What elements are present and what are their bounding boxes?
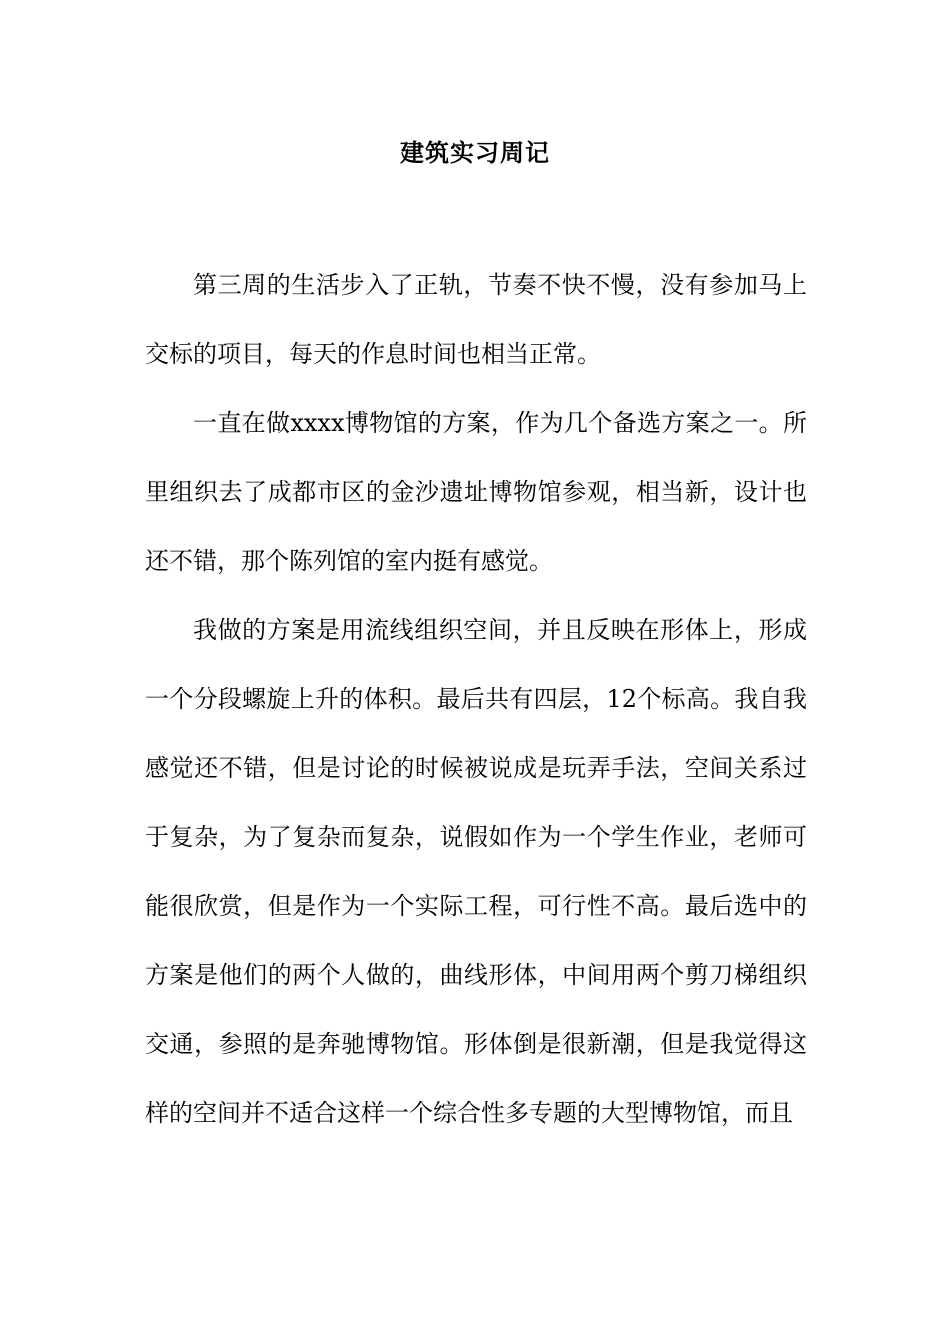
paragraph-3: 我做的方案是用流线组织空间，并且反映在形体上，形成一个分段螺旋上升的体积。最后共有四层，12个标高。我自我感觉还不错，但是讨论的时候被说成是玩弄手法，空间关系过于复杂，为了复杂而复杂，说假如作为一个学生作业，老师可能很欣赏，但是作为一个实际工程，可行性不高。最后选中的方案是他们的两个人做的，曲线形体，中间用两个剪刀梯组织交通，参照的是奔驰博物馆。形体倒是很新潮，但是我觉得这样的空间并不适合这样一个综合性多专题的大型博物馆，而且 [145,616,807,1127]
paragraph-2: 一直在做xxxx博物馆的方案，作为几个备选方案之一。所里组织去了成都市区的金沙遗址博物馆参观，相当新，设计也还不错，那个陈列馆的室内挺有感觉。 [145,409,807,575]
document-body [145,251,807,1148]
paragraph-1: 第三周的生活步入了正轨，节奏不快不慢，没有参加马上交标的项目，每天的作息时间也相当正常。 [145,271,807,368]
document-title: 建筑实习周记 [400,138,550,167]
